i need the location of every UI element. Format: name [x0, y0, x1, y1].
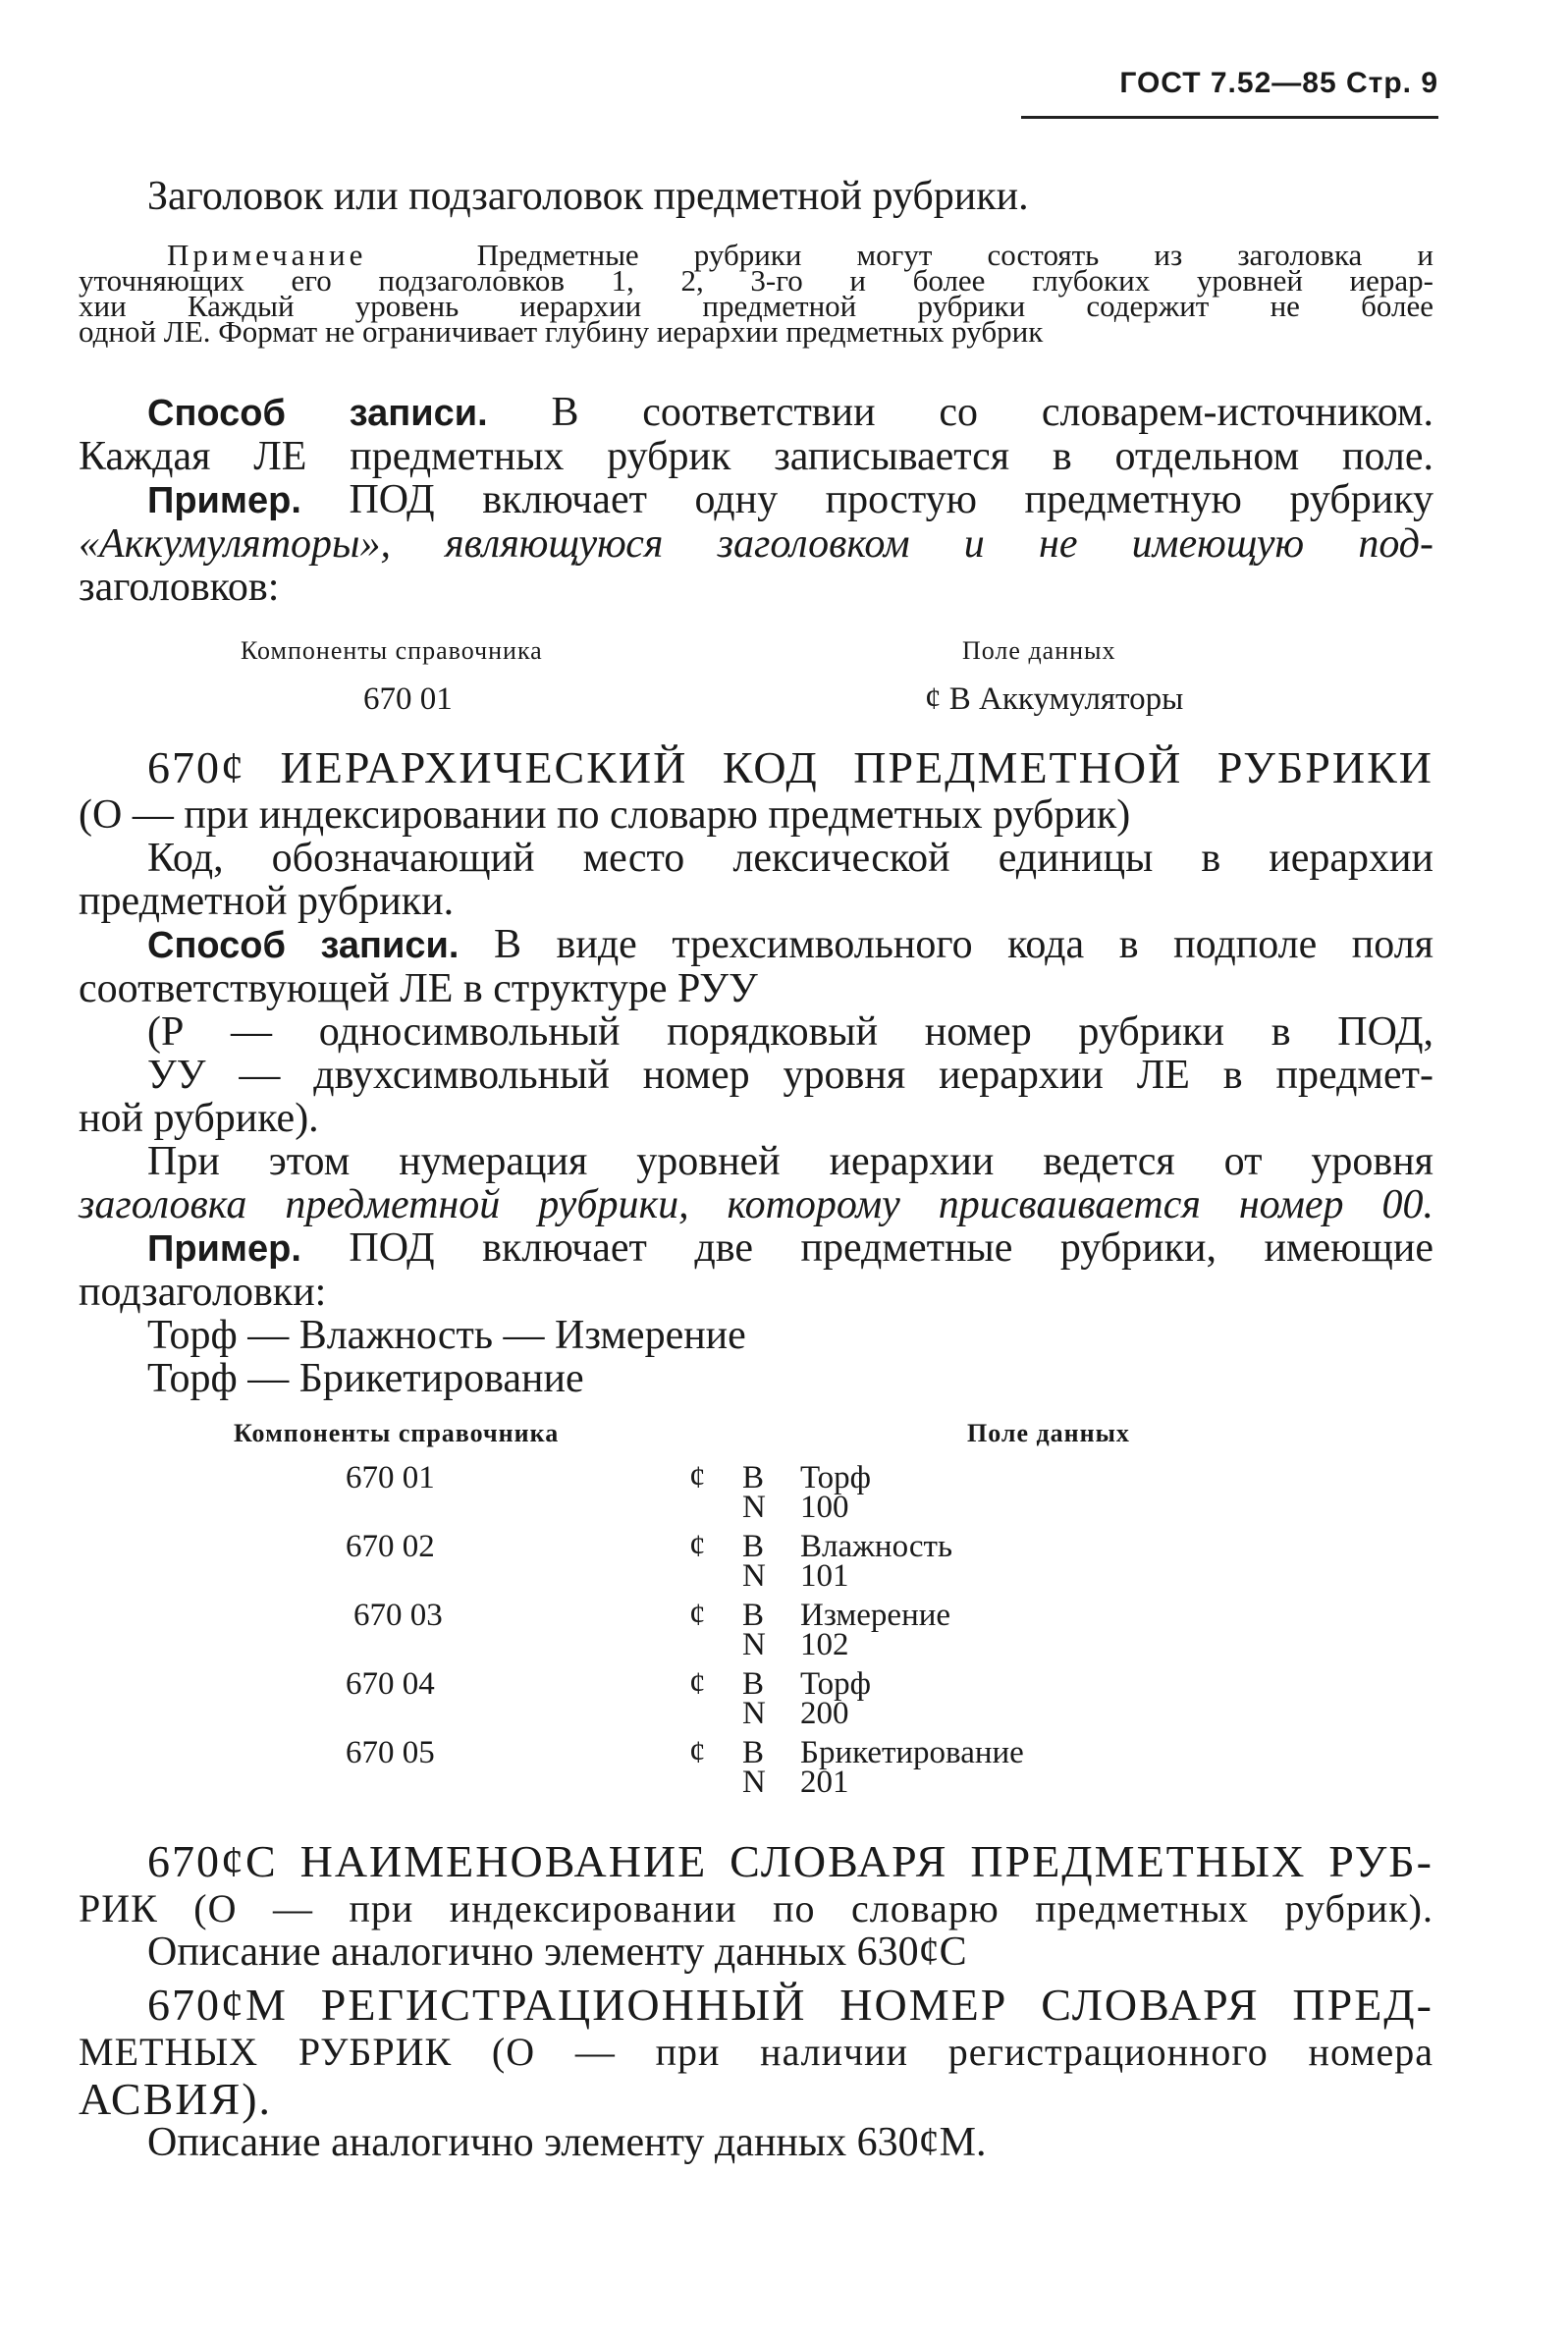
section4-heading [79, 1982, 1433, 2123]
table2-term: Торф [800, 1460, 872, 1495]
s2-example-label: Пример. [147, 1228, 301, 1270]
table2-b: В [742, 1460, 765, 1495]
section4-heading-line-2: МЕТНЫХ РУБРИК (О — при наличии регистрационного номера [79, 2030, 1433, 2074]
table1-data: ¢ В Аккумуляторы [925, 681, 1184, 717]
section2-subheading: (О — при индексировании по словарю предметных рубрик) [79, 792, 1131, 838]
section2-body [79, 837, 1433, 1400]
method-line-2: Каждая ЛЕ предметных рубрик записывается в отдельном поле. [79, 434, 1433, 479]
table2-b: В [742, 1529, 765, 1564]
s2-example-line-1: Пример. ПОД включает две предметные рубрики, имеющие [147, 1225, 1434, 1271]
table2-n: N [742, 1627, 766, 1662]
table2-num: 200 [800, 1696, 849, 1731]
table2-code: 670 01 [346, 1460, 435, 1495]
intro-line: Заголовок или подзаголовок предметной рубрики. [147, 174, 1029, 219]
example-label: Пример. [147, 480, 301, 521]
s2-p2-line-3: ной рубрике). [79, 1096, 319, 1141]
table1-code: 670 01 [363, 681, 453, 717]
table2-term: Брикетирование [800, 1735, 1024, 1770]
section2-heading: 670¢ ИЕРАРХИЧЕСКИЙ КОД ПРЕДМЕТНОЙ РУБРИКИ [147, 742, 1433, 792]
block1 [79, 391, 1433, 609]
header-rule [1021, 116, 1438, 119]
example-line-2: «Аккумуляторы», являющуюся заголовком и не имеющую под- [79, 521, 1433, 567]
note-line-2: уточняющих его подзаголовков 1, 2, 3-го и более глубоких уровней иерар- [79, 263, 1433, 298]
table2-num: 201 [800, 1765, 849, 1800]
s2-method-line-1: Способ записи. В виде трехсимвольного кода в подполе поля [147, 922, 1433, 967]
s2-example-line-2: подзаголовки: [79, 1270, 327, 1315]
section3-heading-line-2: РИК (О — при индексировании по словарю предметных рубрик). [79, 1886, 1433, 1930]
table2-code: 670 04 [346, 1666, 435, 1702]
section4-heading-line-1: 670¢М РЕГИСТРАЦИОННЫЙ НОМЕР СЛОВАРЯ ПРЕД- [147, 1980, 1433, 2030]
note-block [79, 238, 1433, 349]
note-line-3: хии Каждый уровень иерархии предметной рубрики содержит не более [79, 289, 1433, 323]
s2-method-line-2: соответствующей ЛЕ в структуре РУУ [79, 966, 758, 1011]
table2-col1-header: Компоненты справочника [234, 1419, 560, 1447]
running-head: ГОСТ 7.52—85 Стр. 9 [1119, 67, 1438, 99]
table2-mark: ¢ [689, 1598, 706, 1633]
s2-p1-line-1: Код, обозначающий место лексической единицы в иерархии [147, 836, 1433, 881]
table2-mark: ¢ [689, 1666, 706, 1702]
s2-p3-line-2: заголовка предметной рубрики, которому присваивается номер 00. [79, 1182, 1433, 1227]
table2-term: Влажность [800, 1529, 953, 1564]
table1-col1-header: Компоненты справочника [241, 636, 543, 665]
table2-n: N [742, 1696, 766, 1731]
table2-mark: ¢ [689, 1529, 706, 1564]
table2-b: В [742, 1598, 765, 1633]
s2-chain-2: Торф — Брикетирование [147, 1356, 584, 1401]
table2-num: 100 [800, 1490, 849, 1525]
table2-b: В [742, 1735, 765, 1770]
section4-heading-line-3: АСВИЯ). [79, 2074, 273, 2124]
table2-col2-header: Поле данных [967, 1419, 1130, 1447]
table2-term: Измерение [800, 1598, 951, 1633]
s2-p1-line-2: предметной рубрики. [79, 879, 455, 924]
method-line-1: Способ записи. В соответствии со словарем-источником. [147, 390, 1434, 435]
s2-chain-1: Торф — Влажность — Измерение [147, 1313, 746, 1358]
method-label: Способ записи. [147, 393, 488, 434]
example-line-1: Пример. ПОД включает одну простую предметную рубрику [147, 477, 1434, 522]
section3-desc: Описание аналогично элементу данных 630¢С [147, 1929, 967, 1975]
table2-mark: ¢ [689, 1460, 706, 1495]
table2-b: В [742, 1666, 765, 1702]
table2-code: 670 02 [346, 1529, 435, 1564]
s2-p3-line-1: При этом нумерация уровней иерархии ведется от уровня [147, 1139, 1433, 1184]
section3-heading [79, 1838, 1433, 1932]
table2-num: 101 [800, 1558, 849, 1594]
table2-term: Торф [800, 1666, 872, 1702]
table2-num: 102 [800, 1627, 849, 1662]
section3-heading-line-1: 670¢С НАИМЕНОВАНИЕ СЛОВАРЯ ПРЕДМЕТНЫХ РУБ- [147, 1836, 1433, 1886]
table2-n: N [742, 1558, 766, 1594]
table2-mark: ¢ [689, 1735, 706, 1770]
table2-n: N [742, 1490, 766, 1525]
example-line-3: заголовков: [79, 565, 280, 610]
s2-method-label: Способ записи. [147, 925, 460, 966]
note-line-1: Примечание Предметные рубрики могут состоять из заголовка и [167, 238, 1433, 272]
s2-p2-line-1: (Р — односимвольный порядковый номер рубрики в ПОД, [147, 1009, 1433, 1055]
table2-n: N [742, 1765, 766, 1800]
s2-p2-line-2: УУ — двухсимвольный номер уровня иерархии ЛЕ в предмет- [147, 1053, 1433, 1098]
table2-code: 670 03 [353, 1598, 443, 1633]
note-label: Примечание [167, 238, 367, 272]
table2-code: 670 05 [346, 1735, 435, 1770]
note-line-4: одной ЛЕ. Формат не ограничивает глубину иерархии предметных рубрик [79, 314, 1044, 349]
section4-desc: Описание аналогично элементу данных 630¢М. [147, 2120, 987, 2165]
table1-col2-header: Поле данных [962, 636, 1116, 665]
